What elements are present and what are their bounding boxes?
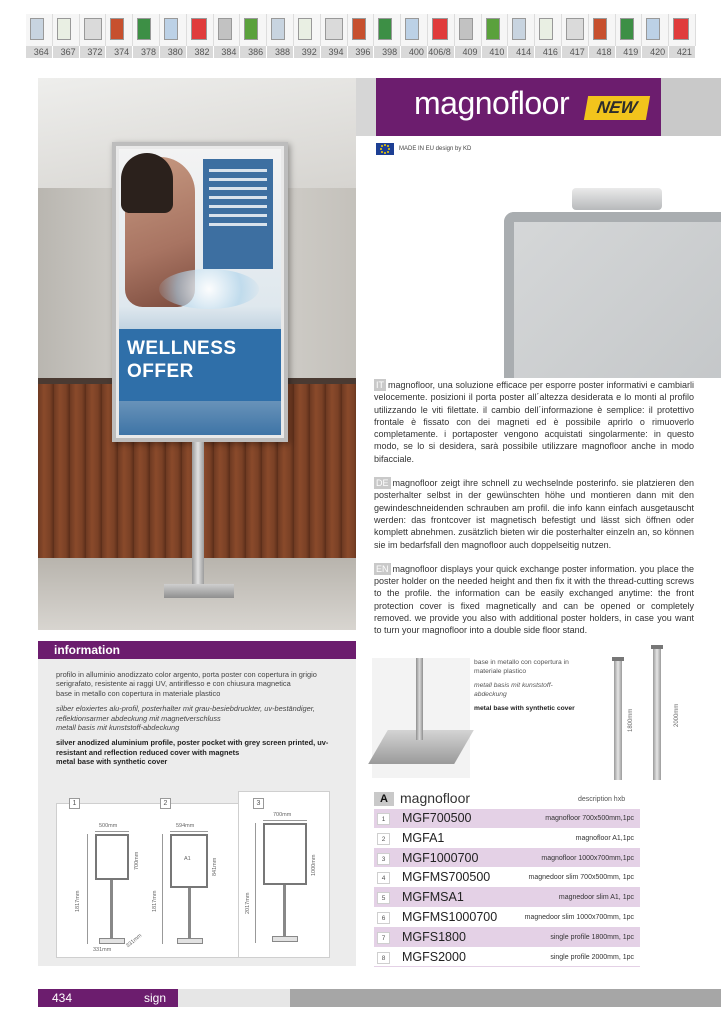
frame-panel xyxy=(504,212,721,378)
new-badge: NEW xyxy=(584,96,650,120)
catalog-page-link[interactable]: 364 xyxy=(26,46,53,58)
catalog-page-link[interactable]: 386 xyxy=(240,46,267,58)
dimension-diagram-2 xyxy=(146,800,242,958)
catalog-page-link[interactable]: 374 xyxy=(106,46,133,58)
catalog-page-link[interactable]: 367 xyxy=(53,46,80,58)
diagram-total-height-label: 1817mm xyxy=(75,890,81,912)
multilingual-description xyxy=(374,379,694,649)
diagram-number: 2 xyxy=(160,798,171,809)
product-description: magnedoor slim A1, 1pc xyxy=(558,894,634,902)
catalog-page-link[interactable]: 419 xyxy=(616,46,643,58)
catalog-page-link[interactable]: 410 xyxy=(482,46,509,58)
catalog-thumbnail[interactable] xyxy=(53,14,80,46)
floor-stand-base xyxy=(164,584,234,598)
catalog-page-link[interactable]: 394 xyxy=(321,46,348,58)
row-number: 7 xyxy=(377,932,390,944)
eu-flag-icon xyxy=(376,143,394,155)
product-thumbnail-icon xyxy=(191,18,207,40)
diagram-total-height-line xyxy=(87,834,88,944)
diagram-width-label: 594mm xyxy=(176,823,195,829)
information-header xyxy=(38,641,356,659)
catalog-thumbnail[interactable] xyxy=(80,14,107,46)
product-thumbnail-icon xyxy=(271,18,285,40)
product-code: MGFA1 xyxy=(402,830,445,845)
product-thumbnail-icon xyxy=(30,18,44,40)
catalog-page-link[interactable]: 420 xyxy=(642,46,669,58)
base-description-it: base in metallo con copertura in materiale plastico xyxy=(474,659,569,675)
catalog-thumbnail[interactable] xyxy=(669,14,696,46)
product-description: magnedoor slim 1000x700mm, 1pc xyxy=(524,913,634,921)
table-row xyxy=(374,829,640,849)
diagram-frame xyxy=(95,834,129,880)
product-thumbnail-icon xyxy=(298,18,312,40)
product-thumbnail-icon xyxy=(378,18,392,40)
catalog-page-link[interactable]: 400 xyxy=(401,46,428,58)
catalog-thumbnail[interactable] xyxy=(321,14,348,46)
profile-cap xyxy=(612,657,624,661)
metal-base-pole xyxy=(416,658,423,740)
poster-water-splash xyxy=(159,269,259,309)
diagram-format-label: A1 xyxy=(184,856,191,862)
product-thumbnail-icon xyxy=(325,18,343,40)
information-en-line: metal base with synthetic cover xyxy=(56,757,168,767)
diagram-pole xyxy=(188,888,191,940)
table-description-header: description hxb xyxy=(578,796,626,803)
product-code: MGFMSA1 xyxy=(402,890,464,905)
product-thumbnail-icon xyxy=(459,18,473,40)
row-number: 5 xyxy=(377,892,390,904)
description-en-text: magnofloor displays your quick exchange poster information. you place the poster holder on the needed height and then fix it with the thread-cutting screws to the profile. the information can be easily exchanged anytime: the front protection cover is fixed magnetically and can be opened or completely removed. we provide you also with additional poster holders, in case you want to turn your magnofloor into a double side floor stand. xyxy=(374,563,694,636)
made-in-eu-text: MADE IN EU design by KD xyxy=(399,146,472,152)
product-code: MGFMS1000700 xyxy=(402,909,498,924)
metal-base-photo xyxy=(372,658,470,778)
catalog-thumbnail[interactable] xyxy=(160,14,187,46)
footer-light-block xyxy=(178,989,290,1007)
catalog-thumbnail[interactable] xyxy=(214,14,241,46)
diagram-width-line xyxy=(170,831,208,832)
catalog-page-link[interactable]: 382 xyxy=(187,46,214,58)
catalog-thumbnail[interactable] xyxy=(562,14,589,46)
base-description xyxy=(474,659,584,720)
product-thumbnail-icon xyxy=(218,18,232,40)
catalog-thumbnail[interactable] xyxy=(187,14,214,46)
product-thumbnail-icon xyxy=(84,18,102,40)
product-thumbnail-icon xyxy=(110,18,124,40)
catalog-thumbnail[interactable] xyxy=(589,14,616,46)
footer-purple-block xyxy=(38,989,178,1007)
catalog-thumbnail[interactable] xyxy=(535,14,562,46)
description-it xyxy=(374,379,694,465)
product-title-bar xyxy=(356,78,721,136)
diagram-total-height-line xyxy=(162,834,163,944)
description-de xyxy=(374,477,694,551)
dimension-diagram-3 xyxy=(238,791,330,958)
information-heading: information xyxy=(54,643,120,657)
diagram-total-height-label: 2017mm xyxy=(245,892,251,914)
catalog-thumbnail[interactable] xyxy=(401,14,428,46)
diagram-frame xyxy=(263,823,307,885)
information-box xyxy=(38,641,356,966)
product-table-header xyxy=(374,790,640,806)
lang-tag-de: DE xyxy=(376,478,389,489)
catalog-page-link[interactable]: 380 xyxy=(160,46,187,58)
description-en xyxy=(374,563,694,637)
catalog-thumbnails xyxy=(26,14,696,46)
catalog-page-link[interactable]: 384 xyxy=(214,46,241,58)
product-description: magnofloor A1,1pc xyxy=(575,834,634,842)
description-it-text: magnofloor, una soluzione efficace per esporre poster informativi e cambiarli velocemente. posizioni il porta poster all´altezza desiderata e lo monti al profilo utilizzando le viti filettate. il cambio dell´informazione è semplice: il protettivo frontale è fissato con dei magneti ed è possibile aprirlo o rimuoverlo completamente. i portaposter vengono acquistati singolarmente: in questo modo, se lo si desidera, sarà possibile utilizzare magnofloor anche in modo bifacciale. xyxy=(374,380,694,464)
table-row xyxy=(374,948,640,968)
product-thumbnail-icon xyxy=(405,18,419,40)
page-footer xyxy=(38,989,721,1007)
catalog-page-link[interactable]: 409 xyxy=(455,46,482,58)
frame-corner-cap xyxy=(572,188,662,210)
catalog-page-link[interactable]: 388 xyxy=(267,46,294,58)
product-code: MGFS2000 xyxy=(402,949,466,964)
lang-tag-en: EN xyxy=(376,563,389,574)
footer-gray-block xyxy=(290,989,721,1007)
catalog-thumbnail[interactable] xyxy=(428,14,455,46)
diagram-width-label: 500mm xyxy=(99,823,118,829)
catalog-thumbnail[interactable] xyxy=(26,14,53,46)
profile-2000-image xyxy=(653,648,661,780)
wellness-poster xyxy=(119,149,281,435)
product-code: MGF1000700 xyxy=(402,850,479,865)
diagram-total-height-label: 1817mm xyxy=(152,890,158,912)
product-code: MGFS1800 xyxy=(402,929,466,944)
frame-corner-detail-photo xyxy=(480,178,721,378)
table-row xyxy=(374,928,640,948)
catalog-thumbnail[interactable] xyxy=(106,14,133,46)
catalog-page-link[interactable]: 378 xyxy=(133,46,160,58)
profile-1800-image xyxy=(614,660,622,780)
product-description: single profile 2000mm, 1pc xyxy=(550,953,634,961)
row-number: 6 xyxy=(377,912,390,924)
product-title: magnofloor xyxy=(414,85,570,121)
product-thumbnail-icon xyxy=(137,18,151,40)
catalog-page-link[interactable]: 417 xyxy=(562,46,589,58)
information-de xyxy=(56,704,346,732)
table-row xyxy=(374,888,640,908)
made-in-eu-line xyxy=(376,143,471,155)
title-bar-purple xyxy=(376,78,661,136)
table-row xyxy=(374,868,640,888)
information-it xyxy=(56,670,346,698)
product-thumbnail-icon xyxy=(486,18,500,40)
product-thumbnail-icon xyxy=(352,18,366,40)
product-description: magnedoor slim 700x500mm, 1pc xyxy=(528,874,634,882)
diagram-pole xyxy=(110,880,113,940)
title-bar-right-strip xyxy=(661,78,721,136)
information-de-line: silber eloxiertes alu-profil, posterhalter mit grau-besiebdruckter, uv-beständiger, reflektionsarmer abdeckung mit magnetverschluss xyxy=(56,704,315,723)
base-description-de: metall basis mit kunststoff-abdeckung xyxy=(474,682,553,698)
row-number: 8 xyxy=(377,952,390,964)
table-row xyxy=(374,809,640,829)
information-de-line: metall basis mit kunststoff-abdeckung xyxy=(56,723,180,733)
catalog-page-link[interactable]: 416 xyxy=(535,46,562,58)
catalog-page-link[interactable]: 372 xyxy=(80,46,107,58)
catalog-thumbnail[interactable] xyxy=(294,14,321,46)
diagram-base xyxy=(272,936,298,942)
product-thumbnail-icon xyxy=(244,18,258,40)
table-row xyxy=(374,849,640,869)
product-description: magnofloor 1000x700mm,1pc xyxy=(541,854,634,862)
description-de-text: magnofloor zeigt ihre schnell zu wechselnde posterinfo. sie platzieren den posterhalter selbst in der gewünschten höhe und montieren dann mit den gewindeschneidenden schrauben am profil. die info kann einfach ausgetauscht werden: das frontcover ist magnetisch befestigt und lässt sich öffnen oder komplett abnehmen. zusätzlich bieten wir die posterhalter einzeln an, so können sie im bedarfsfall den magnofloor auch doppelseitig nutzen. xyxy=(374,478,694,550)
poster-info-card xyxy=(203,159,273,269)
catalog-page-link[interactable]: 398 xyxy=(374,46,401,58)
product-thumbnail-icon xyxy=(432,18,448,40)
information-en-line: silver anodized aluminium profile, poster pocket with grey screen printed, uv-resistant and reflection reduced cover with magnets xyxy=(56,738,329,757)
lang-tag-it: IT xyxy=(376,380,384,390)
information-body xyxy=(56,670,346,773)
product-code: MGFMS700500 xyxy=(402,870,491,885)
information-it-line: profilo in alluminio anodizzato color argento, porta poster con copertura in grigio serigrafato, resistente ai raggi UV, antiriflesso e con chiusura magnetica xyxy=(56,670,317,689)
product-thumbnail-icon xyxy=(512,18,526,40)
section-name: sign xyxy=(144,991,167,1005)
diagram-number: 1 xyxy=(69,798,80,809)
catalog-thumbnail[interactable] xyxy=(133,14,160,46)
product-thumbnail-icon xyxy=(566,18,584,40)
catalog-thumbnail[interactable] xyxy=(455,14,482,46)
page-number: 434 xyxy=(52,991,73,1005)
product-thumbnail-icon xyxy=(539,18,553,40)
catalog-thumbnail[interactable] xyxy=(482,14,509,46)
product-thumbnail-icon xyxy=(593,18,607,40)
profile-2000-label: 2000mm xyxy=(674,703,680,727)
diagram-base-width-label: 331mm xyxy=(93,947,112,953)
product-thumbnail-icon xyxy=(57,18,71,40)
floor-stand-pole xyxy=(192,442,204,592)
row-number: 2 xyxy=(377,833,390,845)
diagram-pole xyxy=(283,885,286,937)
poster-headline-1: WELLNESS xyxy=(127,338,237,359)
product-table xyxy=(374,809,640,967)
catalog-page-link[interactable]: 418 xyxy=(589,46,616,58)
poster-headline-2: OFFER xyxy=(127,361,194,382)
catalog-page-numbers xyxy=(26,46,696,58)
row-number: 1 xyxy=(377,813,390,825)
product-description: magnofloor 700x500mm,1pc xyxy=(545,815,634,822)
base-description-en: metal base with synthetic cover xyxy=(474,705,575,713)
title-bar-left-strip xyxy=(356,78,376,136)
diagram-number: 3 xyxy=(253,798,264,809)
catalog-thumbnail[interactable] xyxy=(267,14,294,46)
catalog-thumbnail[interactable] xyxy=(508,14,535,46)
diagram-base xyxy=(99,938,125,944)
catalog-thumbnail[interactable] xyxy=(642,14,669,46)
diagram-total-height-line xyxy=(255,823,256,943)
catalog-thumbnail[interactable] xyxy=(374,14,401,46)
row-number: 3 xyxy=(377,853,390,865)
catalog-page-link[interactable]: 421 xyxy=(669,46,696,58)
poster-model-hair xyxy=(121,153,173,213)
product-code: MGF700500 xyxy=(402,811,472,825)
diagram-base-depth-label: 331mm xyxy=(125,932,144,950)
product-thumbnail-icon xyxy=(646,18,660,40)
product-thumbnail-icon xyxy=(620,18,634,40)
catalog-page-link[interactable]: 414 xyxy=(508,46,535,58)
floor-stand-frame xyxy=(112,142,288,442)
information-it-line: base in metallo con copertura in materiale plastico xyxy=(56,688,221,698)
diagram-height-label: 1000mm xyxy=(311,854,317,876)
catalog-page-link[interactable]: 396 xyxy=(348,46,375,58)
table-letter: A xyxy=(374,792,394,806)
diagram-width-label: 700mm xyxy=(273,812,292,818)
table-product-name: magnofloor xyxy=(400,790,471,806)
information-en xyxy=(56,738,346,766)
catalog-thumbnail[interactable] xyxy=(348,14,375,46)
catalog-thumbnail[interactable] xyxy=(240,14,267,46)
profile-1800-label: 1800mm xyxy=(628,708,634,732)
hero-product-photo xyxy=(38,78,356,630)
catalog-thumbnail[interactable] xyxy=(616,14,643,46)
catalog-page-link[interactable]: 406/8 xyxy=(428,46,455,58)
profile-cap xyxy=(651,645,663,649)
product-description: single profile 1800mm, 1pc xyxy=(550,933,634,941)
row-number: 4 xyxy=(377,872,390,884)
diagram-width-line xyxy=(263,820,307,821)
poster-banner xyxy=(119,329,281,401)
product-thumbnail-icon xyxy=(164,18,178,40)
diagram-height-label: 841mm xyxy=(212,857,218,876)
product-thumbnail-icon xyxy=(673,18,689,40)
diagram-width-line xyxy=(95,831,129,832)
dimension-diagram-1 xyxy=(56,800,160,958)
table-row xyxy=(374,908,640,928)
diagram-base xyxy=(177,938,203,944)
diagram-height-label: 700mm xyxy=(134,851,140,870)
catalog-page-navigation xyxy=(26,14,696,58)
catalog-page-link[interactable]: 392 xyxy=(294,46,321,58)
